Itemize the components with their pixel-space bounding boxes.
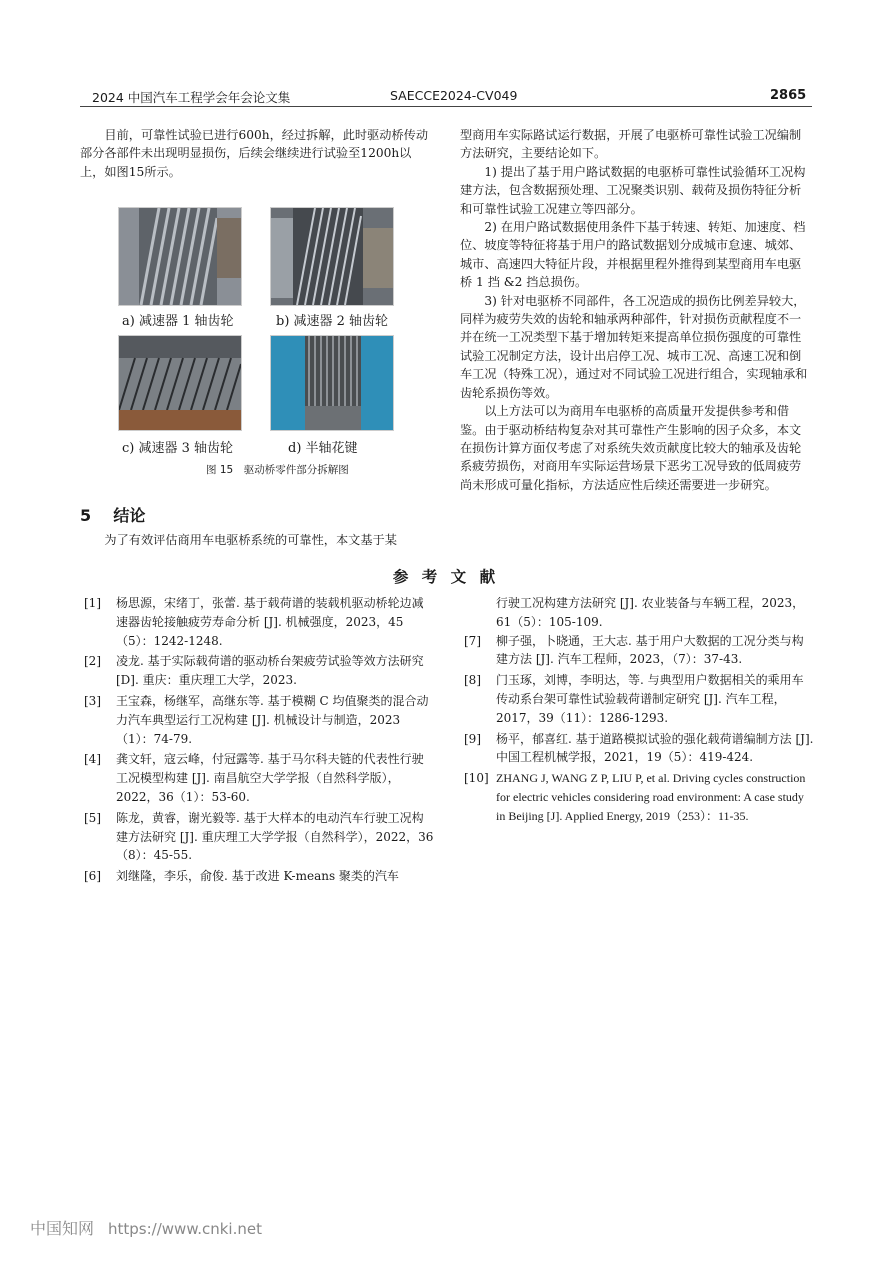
gear-photo-c <box>118 335 242 431</box>
reference-item: [4] 龚文轩，寇云峰，付冠露等. 基于马尔科夫链的代表性行驶工况模型构建 [J]. 南昌航空大学学报（自然科学版），2022，36（1）：53-60. <box>84 752 424 804</box>
section-number: 5 <box>80 506 92 525</box>
references-heading: 参 考 文 献 <box>392 567 500 586</box>
running-header-left: 2024 中国汽车工程学会年会论文集 <box>92 90 291 105</box>
reference-item: [8] 门玉琢，刘博，李明达，等. 与典型用户数据相关的乘用车传动系台架可靠性试验载荷谱制定研究 [J]. 汽车工程，2017，39（11）：1286-1293. <box>464 673 804 725</box>
references-right <box>464 594 814 828</box>
caption-d: d) 半轴花键 <box>288 441 358 456</box>
caption-a: a) 减速器 1 轴齿轮 <box>122 314 234 329</box>
right-column <box>460 126 812 494</box>
gear-c-image <box>119 336 241 430</box>
reference-item: [1] 杨思源，宋绪丁，张蕾. 基于载荷谱的装载机驱动桥轮边减速器齿轮接触疲劳寿命分析 [J]. 机械强度，2023，45（5）：1242-1248. <box>84 596 424 648</box>
page-number: 2865 <box>770 88 807 103</box>
cnki-watermark <box>30 1216 262 1239</box>
paragraph: 3) 针对电驱桥不同部件，各工况造成的损伤比例差异较大，同样为疲劳失效的齿轮和轴承两种部件，针对损伤贡献程度不一并在统一工况类型下基于增加转矩来提高单位损伤强度的可靠性试验工况制定方法，设计出启停工况、城市工况、高速工况和倒车工况（特殊工况），通过对不同试验工况进行组合，实现轴承和齿轮系损伤等效。 <box>460 293 808 400</box>
gear-a-image <box>119 208 241 305</box>
caption-c: c) 减速器 3 轴齿轮 <box>122 441 234 456</box>
references-left <box>84 594 434 888</box>
reference-item: [9] 杨平，郁喜红. 基于道路模拟试验的强化载荷谱编制方法 [J]. 中国工程机械学报，2021，19（5）：419-424. <box>464 731 814 765</box>
reference-item: [3] 王宝森，杨继军，高继东等. 基于模糊 C 均值聚类的混合动力汽车典型运行工况构建 [J]. 机械设计与制造，2023（1）：74-79. <box>84 693 429 746</box>
gear-b-image <box>271 208 393 305</box>
paragraph: 2) 在用户路试数据使用条件下基于转速、转矩、加速度、档位、坡度等特征将基于用户的路试数据划分成城市怠速、城郊、城市、高速四大特征片段，并根据里程外推得到某型商用车电驱桥 1 挡 &2 挡总损伤。 <box>460 220 806 290</box>
gear-photo-a <box>118 207 242 306</box>
left-column-conclusion <box>80 531 432 549</box>
reference-item: [5] 陈龙，黄睿，谢光毅等. 基于大样本的电动汽车行驶工况构建方法研究 [J]. 重庆理工大学学报（自然科学），2022，36（8）：45-55. <box>84 810 434 863</box>
figure-title: 图 15 驱动桥零件部分拆解图 <box>206 464 349 476</box>
paragraph: 1) 提出了基于用户路试数据的电驱桥可靠性试验循环工况构建方法，包含数据预处理、工况聚类识别、载荷及损伤特征分析和可靠性试验工况建立等四部分。 <box>460 164 806 216</box>
header-rule <box>80 106 812 107</box>
paper-id: SAECCE2024-CV049 <box>390 88 518 103</box>
cnki-logo: 中国知网 <box>30 1219 95 1238</box>
spline-d-image <box>271 336 393 430</box>
reference-item: [10] ZHANG J, WANG Z P, LIU P, et al. Driving cycles construction for electric vehicles considering road environment: A case study in Beijing [J]. Applied Energy, 2019（253）：11-35. <box>464 771 806 823</box>
gear-photo-b <box>270 207 394 306</box>
section-heading <box>80 503 145 526</box>
reference-item: [7] 柳子强，卜晓通，王大志. 基于用户大数据的工况分类与构建方法 [J]. 汽车工程师，2023，（7）：37-43. <box>464 633 804 667</box>
paragraph: 为了有效评估商用车电驱桥系统的可靠性，本文基于某 <box>104 533 397 547</box>
caption-b: b) 减速器 2 轴齿轮 <box>276 314 389 329</box>
reference-item: [2] 凌龙. 基于实际载荷谱的驱动桥台架疲劳试验等效方法研究 [D]. 重庆：重庆理工大学，2023. <box>84 654 424 688</box>
spline-photo-d <box>270 335 394 431</box>
reference-item: [6] 刘继隆，李乐，俞俊. 基于改进 K-means 聚类的汽车 <box>84 869 399 884</box>
left-column-intro <box>80 126 432 181</box>
paragraph: 型商用车实际路试运行数据，开展了电驱桥可靠性试验工况编制方法研究，主要结论如下。 <box>460 128 802 161</box>
cnki-url[interactable]: https://www.cnki.net <box>108 1220 262 1238</box>
paragraph: 目前，可靠性试验已进行600h，经过拆解，此时驱动桥传动部分各部件未出现明显损伤，后续会继续进行试验至1200h以上，如图15所示。 <box>80 128 429 179</box>
section-title: 结论 <box>113 506 146 525</box>
reference-continuation: 行驶工况构建方法研究 [J]. 农业装备与车辆工程，2023，61（5）：105-109. <box>496 596 805 629</box>
paragraph: 以上方法可以为商用车电驱桥的高质量开发提供参考和借鉴。由于驱动桥结构复杂对其可靠性产生影响的因子众多，本文在损伤计算方面仅考虑了对系统失效贡献度比较大的轴承及齿轮系疲劳损伤，对商用车实际运营场景下恶劣工况导致的低周疲劳尚未形成可量化指标，方法适应性后续还需要进一步研究。 <box>460 404 802 492</box>
